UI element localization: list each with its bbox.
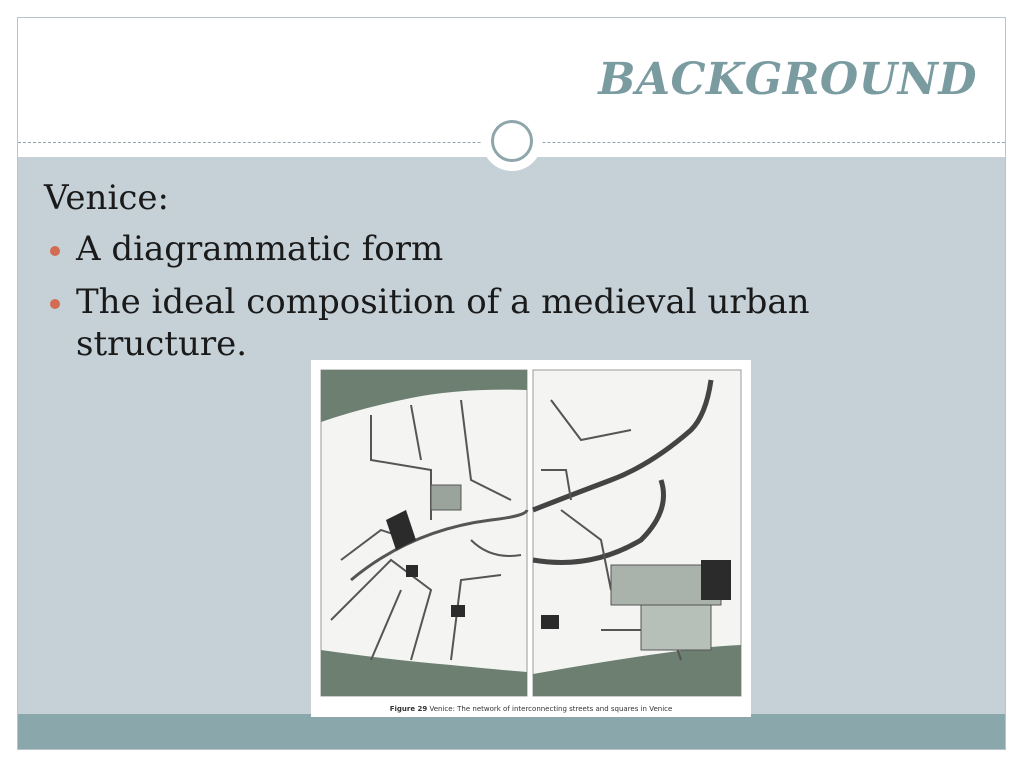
- body-heading: Venice:: [44, 178, 169, 218]
- bullet-item: [44, 228, 984, 271]
- slide-body: [44, 178, 984, 376]
- caption-text: Venice: The network of interconnecting streets and squares in Venice: [429, 705, 673, 713]
- venice-map-figure: [311, 360, 751, 717]
- bottom-band: [18, 714, 1005, 749]
- ring-inner: [491, 120, 533, 162]
- bullet-item: [44, 281, 984, 366]
- bullet-dot-icon: [50, 299, 60, 309]
- venice-street-map-image: [311, 360, 751, 702]
- bullet-text: The ideal composition of a medieval urban structure.: [76, 281, 810, 364]
- slide-frame: [17, 17, 1006, 750]
- bullet-dot-icon: [50, 246, 60, 256]
- slide-title: BACKGROUND: [598, 54, 977, 105]
- bullet-text: A diagrammatic form: [76, 229, 444, 269]
- figure-caption: [311, 705, 751, 713]
- caption-number: Figure 29: [389, 705, 428, 713]
- ring-ornament-icon: [482, 111, 542, 171]
- bullet-list: [44, 228, 984, 366]
